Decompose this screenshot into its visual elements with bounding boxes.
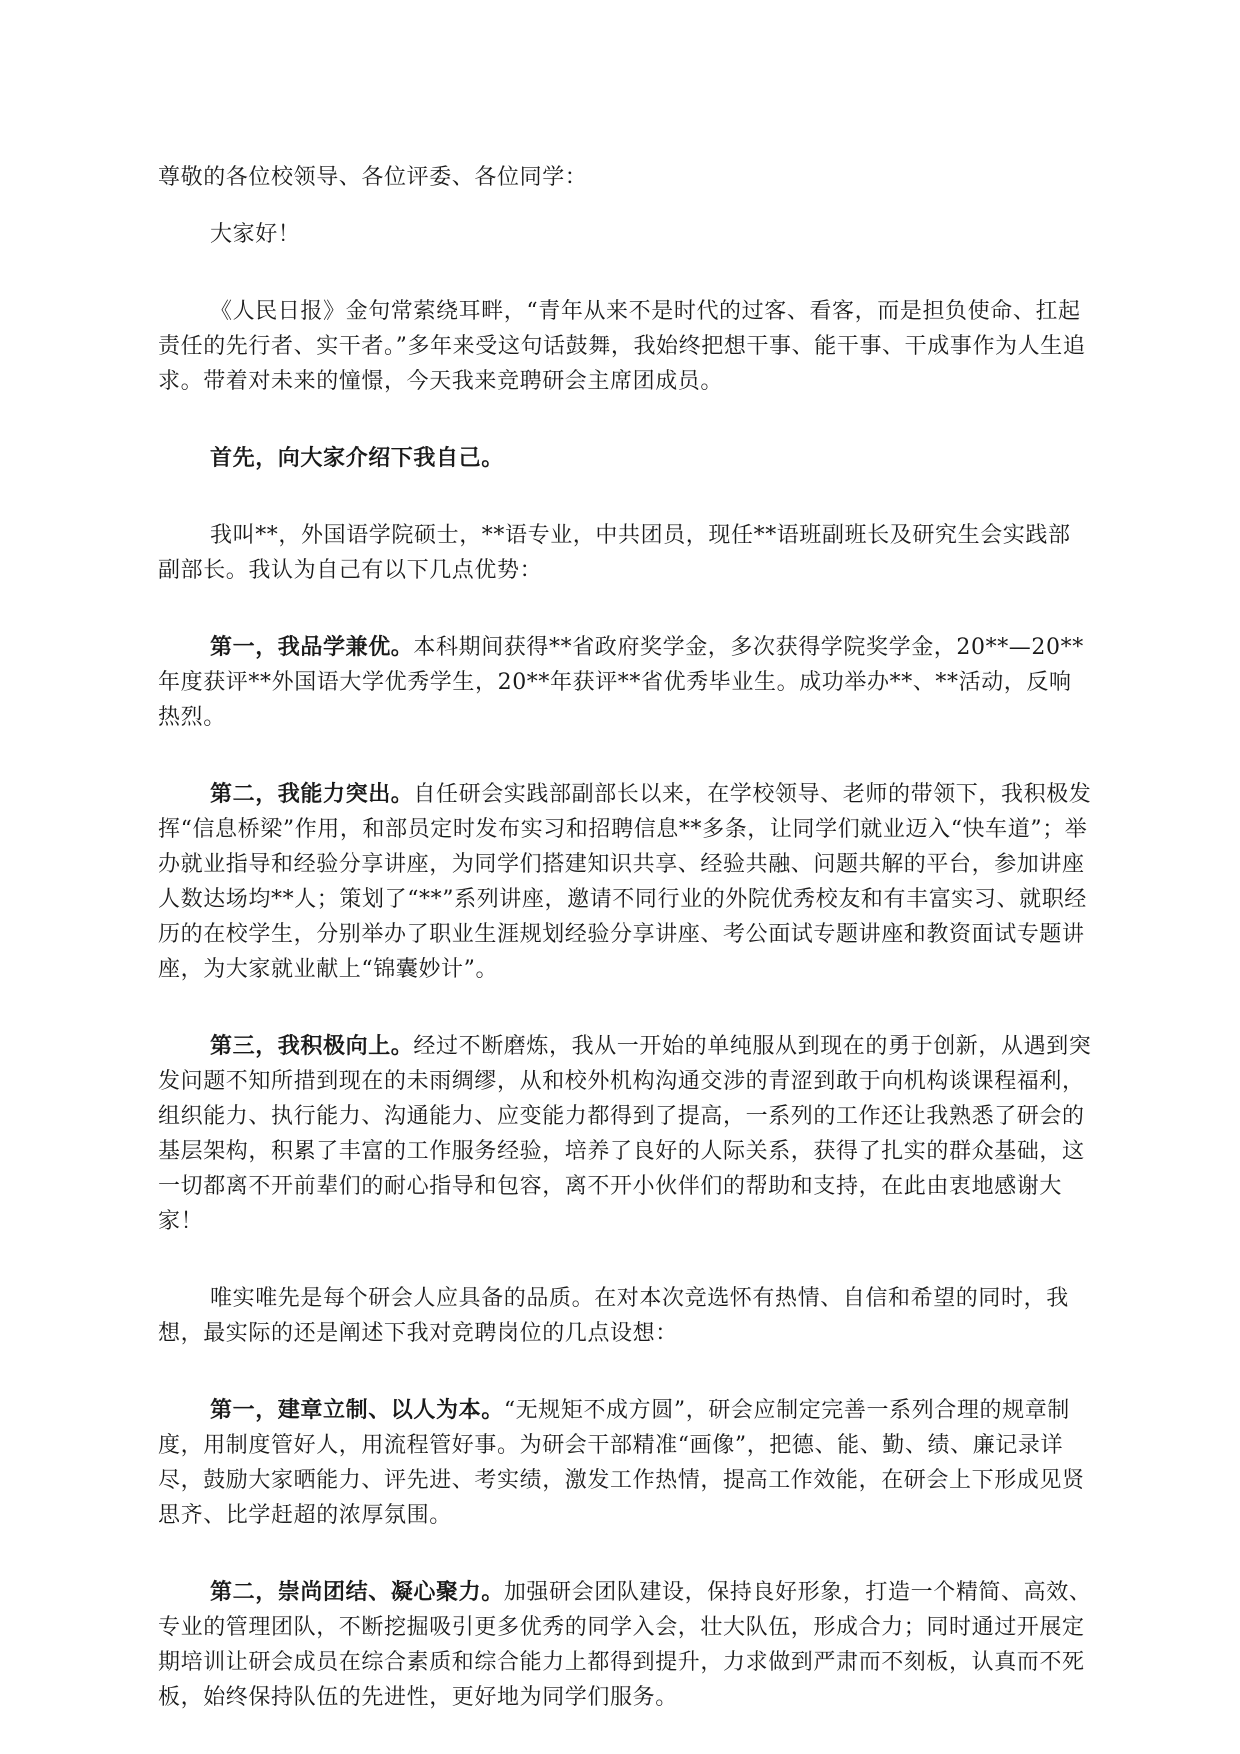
advantage-lead: 第三，我积极向上。 <box>210 1033 414 1059</box>
plan-lead: 第一，建章立制、以人为本。 <box>210 1397 504 1423</box>
document-page <box>158 160 1093 1715</box>
advantage-paragraph-3 <box>158 1029 1093 1239</box>
advantage-text: 经过不断磨炼，我从一开始的单纯服从到现在的勇于创新，从遇到突发问题不知所措到现在的未雨绸缪，从和校外机构沟通交涉的青涩到敢于向机构谈课程福利，组织能力、执行能力、沟通能力、应变能力都得到了提高，一系列的工作还让我熟悉了研会的基层架构，积累了丰富的工作服务经验，培养了良好的人际关系，获得了扎实的群众基础，这一切都离不开前辈们的耐心指导和包容，离不开小伙伴们的帮助和支持，在此由衷地感谢大家！ <box>158 1034 1092 1234</box>
advantage-paragraph-1 <box>158 630 1093 735</box>
greeting: 大家好！ <box>210 222 301 247</box>
advantage-text: 自任研会实践部副部长以来，在学校领导、老师的带领下，我积极发挥“信息桥梁”作用，和部员定时发布实习和招聘信息**多条，让同学们就业迈入“快车道”；举办就业指导和经验分享讲座，为同学们搭建知识共享、经验共融、问题共解的平台，参加讲座人数达场均**人；策划了“**”系列讲座，邀请不同行业的外院优秀校友和有丰富实习、就职经历的在校学生，分别举办了职业生涯规划经验分享讲座、考公面试专题讲座和教资面试专题讲座，为大家就业献上“锦囊妙计”。 <box>158 782 1092 982</box>
plan-text: 加强研会团队建设，保持良好形象，打造一个精简、高效、专业的管理团队，不断挖掘吸引更多优秀的同学入会，壮大队伍，形成合力；同时通过开展定期培训让研会成员在综合素质和综合能力上都得到提升，力求做到严肃而不刻板，认真而不死板，始终保持队伍的先进性，更好地为同学们服务。 <box>158 1580 1092 1710</box>
self-intro-paragraph: 我叫**，外国语学院硕士，**语专业，中共团员，现任**语班副班长及研究生会实践部副部长。我认为自己有以下几点优势： <box>158 523 1071 583</box>
advantage-lead: 第二，我能力突出。 <box>210 781 414 807</box>
plan-lead: 第二，崇尚团结、凝心聚力。 <box>210 1579 504 1605</box>
advantage-lead: 第一，我品学兼优。 <box>210 634 414 660</box>
advantage-paragraph-2 <box>158 777 1093 987</box>
plan-paragraph-1 <box>158 1393 1093 1533</box>
salutation: 尊敬的各位校领导、各位评委、各位同学： <box>158 165 588 190</box>
advantage-text: 本科期间获得**省政府奖学金，多次获得学院奖学金，20**—20**年度获评**外国语大学优秀学生，20**年获评**省优秀毕业生。成功举办**、**活动，反响热烈。 <box>158 635 1084 730</box>
plan-text: “无规矩不成方圆”，研会应制定完善一系列合理的规章制度，用制度管好人，用流程管好事。为研会干部精准“画像”，把德、能、勤、绩、廉记录详尽，鼓励大家晒能力、评先进、考实绩，激发工作热情，提高工作效能，在研会上下形成见贤思齐、比学赶超的浓厚氛围。 <box>158 1398 1085 1528</box>
transition-paragraph: 唯实唯先是每个研会人应具备的品质。在对本次竞选怀有热情、自信和希望的同时，我想，最实际的还是阐述下我对竞聘岗位的几点设想： <box>158 1286 1069 1346</box>
intro-paragraph: 《人民日报》金句常萦绕耳畔，“青年从来不是时代的过客、看客，而是担负使命、扛起责任的先行者、实干者。”多年来受这句话鼓舞，我始终把想干事、能干事、干成事作为人生追求。带着对未来的憧憬，今天我来竞聘研会主席团成员。 <box>158 299 1086 394</box>
section-heading: 首先，向大家介绍下我自己。 <box>210 445 504 471</box>
plan-paragraph-2 <box>158 1575 1093 1715</box>
